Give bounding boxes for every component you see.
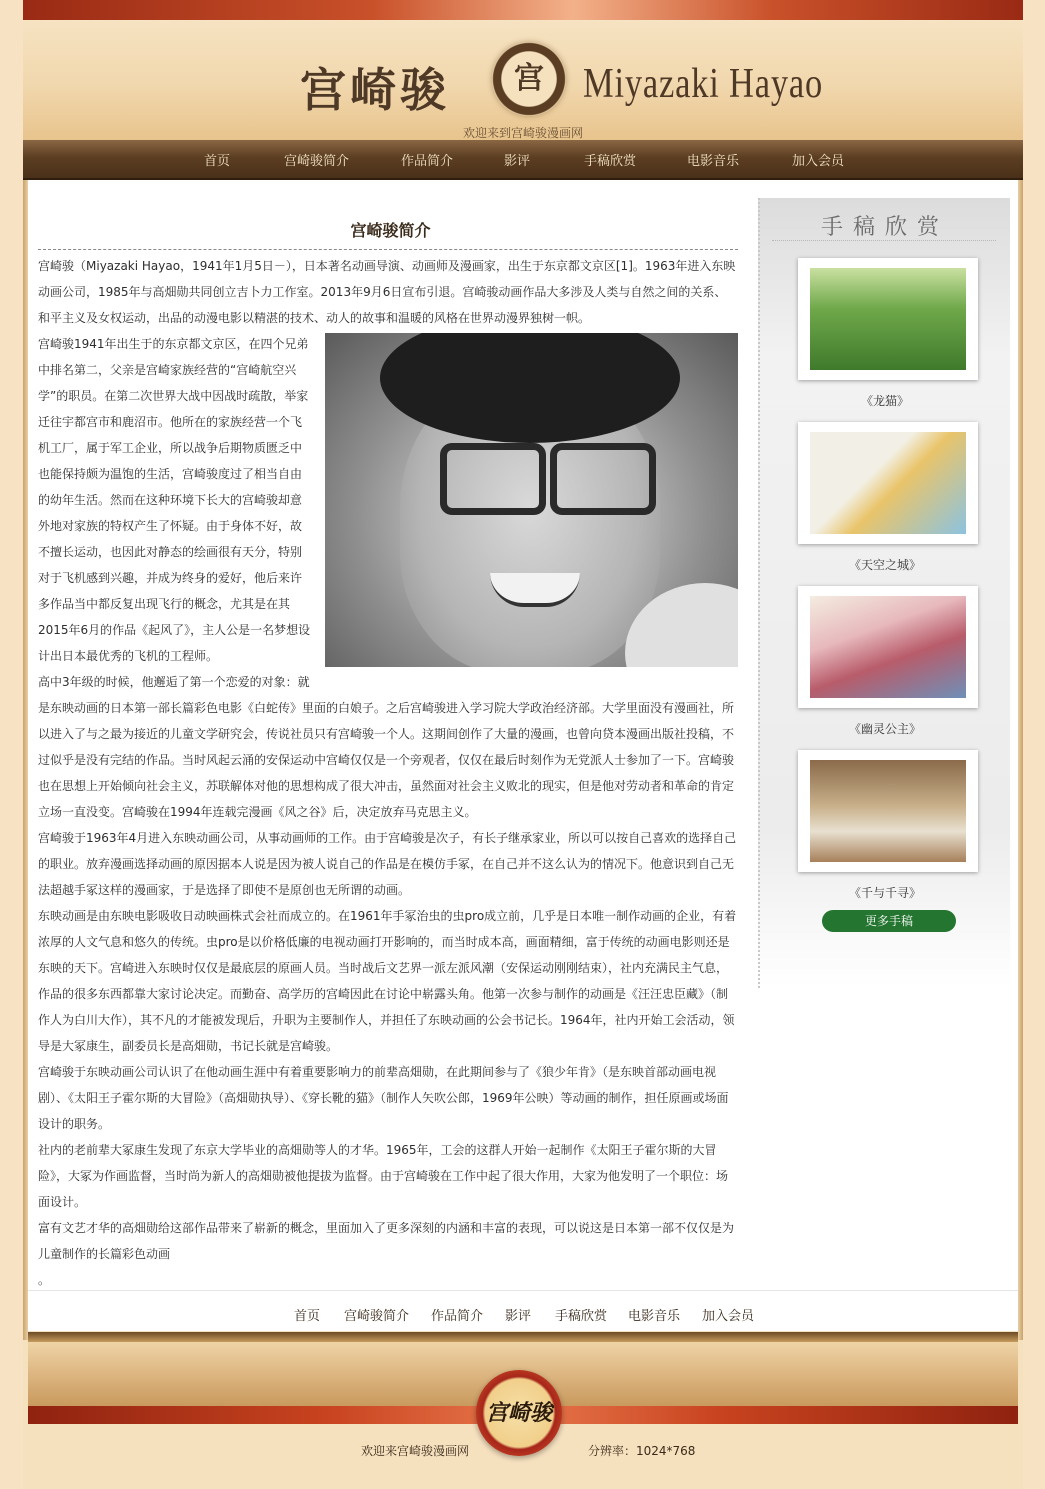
site-title-cn: 宫崎骏 xyxy=(300,63,450,117)
article-paragraph: 宫崎骏1941年出生于的东京都文京区，在四个兄弟中排名第二，父亲是宫崎家族经营的“宫崎航空兴学”的职员。在第二次世界大战中因战时疏散，举家迁往宇都宫市和鹿沼市。他所在的家族经营一个飞机工厂，属于军工企业，所以战争后期物质匮乏中也能保持颇为温饱的生活，宫崎骏度过了相当自由的幼年生活。然而在这种环境下长大的宫崎骏却意外地对家族的特权产生了怀疑。由于身体不好，故不擅长运动，也因此对静态的绘画很有天分，特别对于飞机感到兴趣，并成为终身的爱好，他后来许多作品当中都反复出现飞行的概念，尤其是在其2015年6月的作品《起风了》，主人公是一名梦想设计出日本最优秀的飞机的工程师。 xyxy=(38,337,311,663)
article-paragraph: 宫崎骏（Miyazaki Hayao，1941年1月5日－），日本著名动画导演、动画师及漫画家，出生于东京都文京区[1]。1963年进入东映动画公司，1985年与高畑勋共同创立吉卜力工作室。2013年9月6日宣布引退。宫崎骏动画作品大多涉及人类与自然之间的关系、和平主义及女权运动，出品的动漫电影以精湛的技术、动人的故事和温暖的风格在世界动漫界独树一帜。 xyxy=(38,259,736,325)
manuscript-caption[interactable]: 《幽灵公主》 xyxy=(848,722,921,736)
footer-nav-manuscripts[interactable]: 手稿欣赏 xyxy=(555,1309,608,1324)
article-paragraph: 。 xyxy=(38,1273,51,1287)
portrait-photo xyxy=(325,333,738,667)
article-paragraph: 宫崎骏于1963年4月进入东映动画公司，从事动画师的工作。由于宫崎骏是次子，有长子继承家业，所以可以按自己喜欢的选择自己的职业。放弃漫画选择动画的原因据本人说是因为被人说自己的作品是在模仿手冢，在自己并不这么认为的情况下。他意识到自己无法超越手冢这样的漫画家，于是选择了即使不是原创也无所谓的动画。 xyxy=(38,831,737,897)
nav-item-intro[interactable]: 宫崎骏简介 xyxy=(284,154,350,169)
footer-nav-reviews[interactable]: 影评 xyxy=(505,1309,532,1324)
manuscript-thumb-mononoke[interactable] xyxy=(798,586,978,708)
seal-char: 宫 xyxy=(514,61,544,96)
site-header xyxy=(23,20,1023,140)
footer-nav-intro[interactable]: 宫崎骏简介 xyxy=(344,1309,410,1324)
footer-nav xyxy=(28,1290,1018,1331)
nav-item-manuscripts[interactable]: 手稿欣赏 xyxy=(584,154,637,169)
article-body xyxy=(38,253,738,1293)
article-paragraph: 社内的老前辈大冢康生发现了东京大学毕业的高畑勋等人的才华。1965年，工会的这群人开始一起制作《太阳王子霍尔斯的大冒险》，大冢为作画监督，当时尚为新人的高畑勋被他提拔为监督。由于宫崎骏在工作中起了很大作用，大家为他发明了一个职位：场面设计。 xyxy=(38,1143,729,1209)
manuscript-caption[interactable]: 《天空之城》 xyxy=(848,558,921,572)
nav-item-join[interactable]: 加入会员 xyxy=(792,154,845,169)
footer-nav-music[interactable]: 电影音乐 xyxy=(628,1309,681,1324)
site-title-en: Miyazaki Hayao xyxy=(583,61,824,107)
article-paragraph: 富有文艺才华的高畑勋给这部作品带来了崭新的概念，里面加入了更多深刻的内涵和丰富的表现，可以说这是日本第一部不仅仅是为儿童制作的长篇彩色动画 xyxy=(38,1221,735,1261)
footer-nav-join[interactable]: 加入会员 xyxy=(702,1309,755,1324)
nav-item-works[interactable]: 作品简介 xyxy=(401,154,454,169)
manuscript-sidebar xyxy=(758,198,1010,988)
footer-logo-icon xyxy=(476,1370,562,1456)
sidebar-title: 手稿欣赏 xyxy=(820,215,949,240)
manuscript-thumb-laputa[interactable] xyxy=(798,422,978,544)
footer-logo-text: 宫崎骏 xyxy=(485,1400,552,1426)
more-manuscripts-button[interactable]: 更多手稿 xyxy=(822,910,956,932)
manuscript-caption[interactable]: 《千与千寻》 xyxy=(848,886,921,900)
footer-resolution: 分辨率：1024*768 xyxy=(588,1444,696,1458)
article-paragraph: 高中3年级的时候，他邂逅了第一个恋爱的对象：就是东映动画的日本第一部长篇彩色电影《白蛇传》里面的白娘子。之后宫崎骏进入学习院大学政治经济部。大学里面没有漫画社，所以进入了与之最为接近的儿童文学研究会，传说社员只有宫崎骏一个人。这期间创作了大量的漫画，也曾向贷本漫画出版社投稿，不过似乎是没有完结的作品。当时风起云涌的安保运动中宫崎仅仅是一个旁观者，仅仅在最后时刻作为无党派人士参加了一下。宫崎骏也在思想上开始倾向社会主义，苏联解体对他的思想构成了很大冲击，虽然面对社会主义败北的现实，但是他对劳动者和革命的肯定立场一直没变。宫崎骏在1994年连载完漫画《风之谷》后，决定放弃马克思主义。 xyxy=(38,675,735,819)
article-title: 宫崎骏简介 xyxy=(350,221,431,240)
content-border-right xyxy=(1018,180,1023,1340)
page xyxy=(23,0,1023,1489)
footer-nav-home[interactable]: 首页 xyxy=(294,1309,321,1324)
footer-nav-works[interactable]: 作品简介 xyxy=(431,1309,484,1324)
top-decor-strip xyxy=(23,0,1023,20)
header-welcome: 欢迎来到宫崎骏漫画网 xyxy=(462,126,583,140)
article-paragraph: 宫崎骏于东映动画公司认识了在他动画生涯中有着重要影响力的前辈高畑勋，在此期间参与了《狼少年肯》（是东映首部动画电视剧）、《太阳王子霍尔斯的大冒险》（高畑勋执导）、《穿长靴的猫》（制作人矢吹公郎，1969年公映）等动画的制作，担任原画或场面设计的职务。 xyxy=(38,1065,729,1131)
nav-item-music[interactable]: 电影音乐 xyxy=(687,154,740,169)
manuscript-caption[interactable]: 《龙猫》 xyxy=(860,394,909,408)
main-content xyxy=(28,180,1018,1290)
nav-item-reviews[interactable]: 影评 xyxy=(504,154,531,169)
sidebar-divider xyxy=(772,240,996,241)
title-divider xyxy=(38,249,738,250)
main-nav xyxy=(23,140,1023,180)
nav-item-home[interactable]: 首页 xyxy=(204,154,231,169)
manuscript-thumb-totoro[interactable] xyxy=(798,258,978,380)
manuscript-thumb-spirited-away[interactable] xyxy=(798,750,978,872)
footer-welcome: 欢迎来宫崎骏漫画网 xyxy=(361,1444,470,1458)
article-paragraph: 东映动画是由东映电影吸收日动映画株式会社而成立的。在1961年手冢治虫的虫pro成立前，几乎是日本唯一制作动画的企业，有着浓厚的人文气息和悠久的传统。虫pro是以价格低廉的电视动画打开影响的，而当时成本高，画面精细，富于传统的动画电影则还是东映的天下。宫崎进入东映时仅仅是最底层的原画人员。当时战后文艺界一派左派风潮（安保运动刚刚结束），社内充满民主气息，作品的很多东西都靠大家讨论决定。而勤奋、高学历的宫崎因此在讨论中崭露头角。他第一次参与制作的动画是《汪汪忠臣藏》（制作人为白川大作），其不凡的才能被发现后，升职为主要制作人，并担任了东映动画的公会书记长。1964年，社内开始工会活动，领导是大冢康生，副委员长是高畑勋，书记长就是宫崎骏。 xyxy=(38,909,737,1053)
site-footer xyxy=(28,1332,1018,1489)
seal-logo-icon xyxy=(492,42,566,116)
